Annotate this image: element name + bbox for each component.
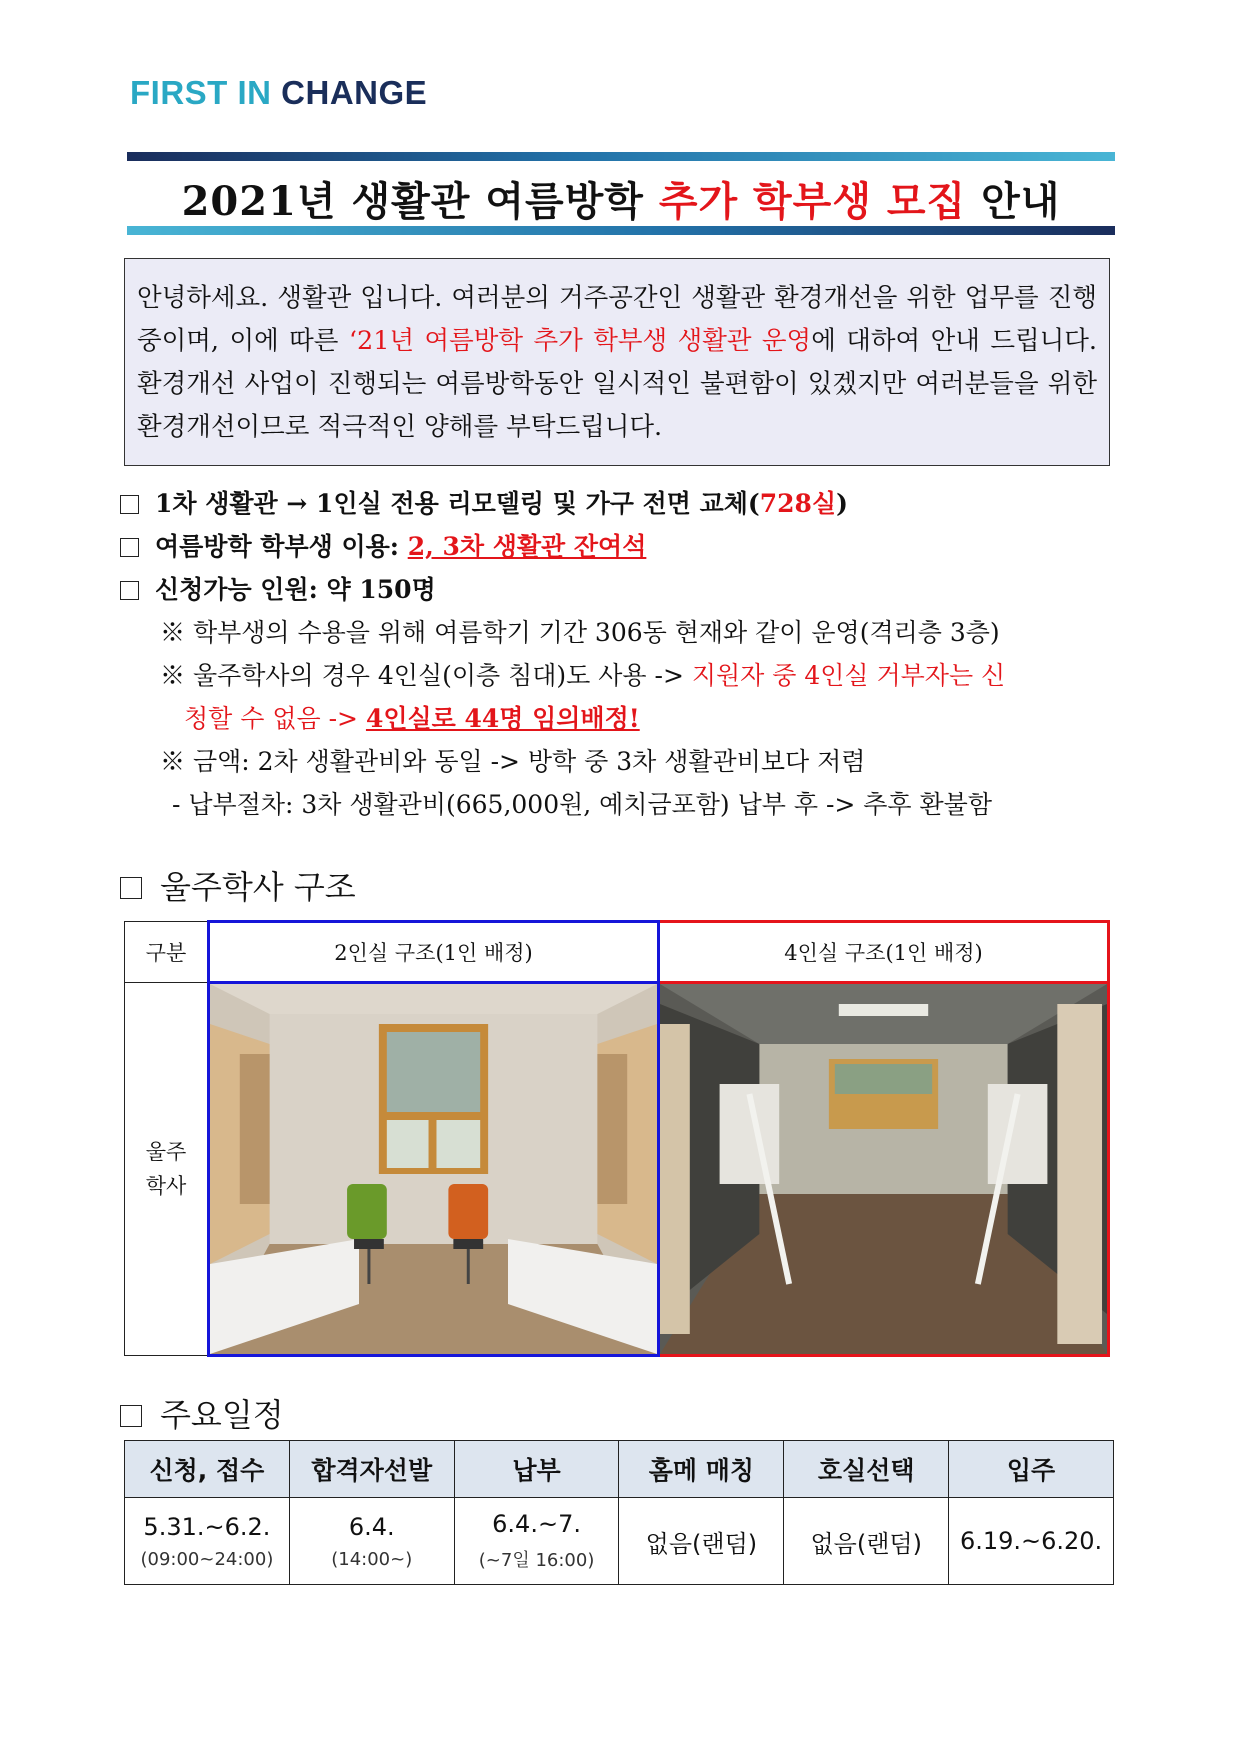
photo-4person-room <box>659 983 1109 1356</box>
note-1: ※ 학부생의 수용을 위해 여름학기 기간 306동 현재와 같이 운영(격리층 3층) <box>160 618 1000 647</box>
note-2-continued <box>120 697 1130 740</box>
schedule-table <box>124 1440 1114 1585</box>
note-2-red-cont: 청할 수 없음 -> <box>184 704 366 733</box>
schedule-header: 합격자선발 <box>289 1441 454 1498</box>
logo-part-1: FIRST IN <box>130 74 272 111</box>
title-part-2: 추가 학부생 모집 <box>658 178 967 225</box>
title-part-3: 안내 <box>966 178 1061 225</box>
room-structure-table <box>124 920 1110 1357</box>
cell-time: (09:00~24:00) <box>140 1548 274 1570</box>
section-heading-schedule <box>120 1390 284 1436</box>
schedule-cell-roommate <box>619 1498 784 1585</box>
cell-date: 6.4. <box>348 1512 395 1541</box>
schedule-cell-move-in <box>949 1498 1114 1585</box>
cell-time: (~7일 16:00) <box>478 1550 595 1571</box>
notice-text-1: 안녕하세요. 생활관 입니다. 여러분의 거주공간인 생활관 환경개선을 위한 업무를 진행중이며, 이에 따른 <box>137 283 1097 356</box>
room-4person-image <box>660 984 1107 1354</box>
section-1-label: 울주학사 구조 <box>160 868 356 906</box>
note-4: - 납부절차: 3차 생활관비(665,000원, 예치금포함) 납부 후 -> 추후 환불함 <box>172 790 992 819</box>
section-2-label: 주요일정 <box>160 1396 284 1434</box>
room-2person-image <box>210 984 657 1354</box>
note-2 <box>120 654 1130 697</box>
item-1-close: ) <box>836 489 848 518</box>
checkbox-icon <box>120 877 142 899</box>
section-heading-structure <box>120 862 356 908</box>
item-2-highlight: 2, 3차 생활관 잔여석 <box>407 532 647 561</box>
schedule-header: 홈메 매칭 <box>619 1441 784 1498</box>
notice-text-2: ‘21년 여름방학 추가 학부생 생활관 운영 <box>348 326 812 356</box>
notice-box <box>124 258 1110 466</box>
list-item <box>120 568 1130 611</box>
schedule-cell-room-select <box>784 1498 949 1585</box>
rooms-header-category: 구분 <box>125 922 209 983</box>
checkbox-icon <box>120 495 139 514</box>
cell-value: 6.19.~6.20. <box>959 1527 1103 1555</box>
cell-time: (14:00~) <box>331 1548 413 1570</box>
logo-part-2: CHANGE <box>281 74 428 111</box>
cell-date: 6.4.~7. <box>492 1510 581 1538</box>
checkbox-icon <box>120 1405 142 1427</box>
logo <box>130 74 427 112</box>
cell-value: 없음(랜덤) <box>810 1529 922 1558</box>
cell-value: 없음(랜덤) <box>645 1529 758 1558</box>
schedule-cell-payment <box>454 1498 619 1585</box>
list-item <box>120 525 1130 568</box>
schedule-header: 호실선택 <box>784 1441 949 1498</box>
page-title <box>127 170 1115 227</box>
schedule-header: 입주 <box>949 1441 1114 1498</box>
rooms-header-2person: 2인실 구조(1인 배정) <box>209 922 659 983</box>
item-1-count: 728실 <box>759 489 837 518</box>
list-item <box>120 482 1130 525</box>
schedule-header: 납부 <box>454 1441 619 1498</box>
note-2-red: 지원자 중 4인실 거부자는 신 <box>691 661 1006 690</box>
item-3-text: 신청가능 인원: 약 150명 <box>155 575 436 604</box>
rooms-row-label: 울주 학사 <box>125 983 209 1356</box>
note-2-emphasis: 4인실로 44명 임의배정! <box>365 704 640 733</box>
rooms-header-4person: 4인실 구조(1인 배정) <box>659 922 1109 983</box>
info-list <box>120 482 1130 826</box>
checkbox-icon <box>120 538 139 557</box>
schedule-cell-selection <box>289 1498 454 1585</box>
item-1-text: 1차 생활관 → 1인실 전용 리모델링 및 가구 전면 교체( <box>155 489 760 518</box>
notice-text-3: 에 대하여 안내 드립니다. 환경개선 사업이 진행되는 여름방학동안 일시적인 불편함이 있겠지만 여러분들을 위한 환경개선이므로 적극적인 양해를 부탁드립니다. <box>137 326 1097 442</box>
schedule-cell-application <box>125 1498 290 1585</box>
schedule-header: 신청, 접수 <box>125 1441 290 1498</box>
note-2-text: ※ 울주학사의 경우 4인실(이층 침대)도 사용 -> <box>160 661 692 690</box>
photo-2person-room <box>209 983 659 1356</box>
checkbox-icon <box>120 581 139 600</box>
title-bar-top <box>127 152 1115 161</box>
title-bar-bottom <box>127 226 1115 235</box>
title-part-1: 2021년 생활관 여름방학 <box>181 178 659 225</box>
item-2-text: 여름방학 학부생 이용: <box>155 532 408 561</box>
cell-date: 5.31.~6.2. <box>143 1512 271 1541</box>
note-3: ※ 금액: 2차 생활관비와 동일 -> 방학 중 3차 생활관비보다 저렴 <box>160 747 866 776</box>
